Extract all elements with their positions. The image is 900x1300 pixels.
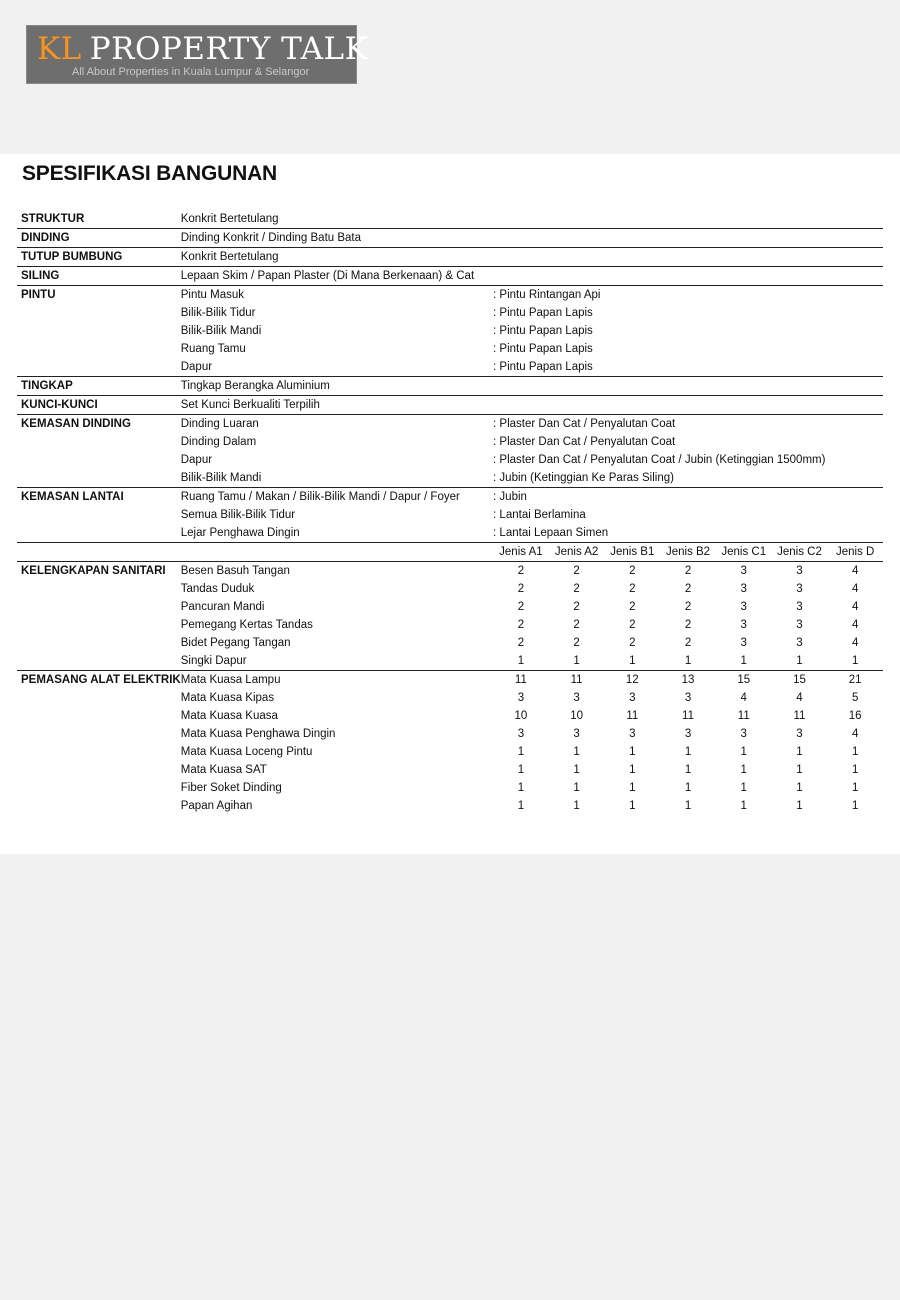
row-item: Lepaan Skim / Papan Plaster (Di Mana Berkenaan) & Cat	[181, 267, 493, 286]
count-value: 1	[629, 655, 636, 667]
section-label: PINTU	[17, 286, 181, 305]
section-label	[17, 743, 181, 761]
row-item: Mata Kuasa Kipas	[180, 692, 275, 704]
count-value: 3	[716, 562, 772, 581]
count-value: 2	[573, 637, 580, 649]
count-value: 3	[684, 728, 692, 740]
section-label	[17, 634, 181, 652]
section-label	[17, 725, 181, 743]
row-item: Dapur	[180, 361, 213, 373]
table-row	[17, 286, 883, 305]
count-value: 10	[514, 710, 528, 722]
unit-type-heading: Jenis C1	[716, 543, 772, 562]
count-value: 4	[851, 601, 859, 613]
count-value: 1	[851, 746, 859, 758]
table-row	[17, 358, 883, 377]
count-value: 3	[629, 692, 636, 704]
table-row	[17, 415, 883, 434]
count-value: 15	[772, 671, 828, 690]
row-value: : Jubin (Ketinggian Ke Paras Siling)	[493, 472, 674, 484]
row-value: : Pintu Rintangan Api	[493, 286, 883, 305]
table-row	[17, 396, 883, 415]
count-value: 1	[851, 764, 859, 776]
row-item: Bilik-Bilik Mandi	[180, 472, 262, 484]
row-value: : Plaster Dan Cat / Penyalutan Coat	[493, 436, 676, 448]
count-value: 2	[573, 601, 580, 613]
section-label: TUTUP BUMBUNG	[17, 248, 181, 267]
count-value: 11	[737, 710, 750, 722]
table-row	[17, 743, 883, 761]
count-value: 2	[684, 601, 692, 613]
section-label: SILING	[17, 267, 181, 286]
count-value: 11	[549, 671, 605, 690]
count-value: 3	[740, 637, 747, 649]
count-value: 1	[629, 800, 636, 812]
count-value: 2	[517, 583, 525, 595]
section-label	[17, 358, 181, 377]
row-item: Papan Agihan	[180, 800, 253, 812]
count-value: 1	[851, 655, 859, 667]
count-value: 1	[740, 782, 747, 794]
section-label: KELENGKAPAN SANITARI	[17, 562, 181, 581]
section-label	[17, 451, 181, 469]
row-item: Tandas Duduk	[180, 583, 255, 595]
row-value	[493, 396, 883, 415]
section-label	[17, 616, 181, 634]
count-value: 15	[716, 671, 772, 690]
table-row	[17, 616, 883, 634]
table-row	[17, 761, 883, 779]
count-value: 1	[684, 800, 692, 812]
section-label	[17, 652, 181, 671]
row-item: Besen Basuh Tangan	[181, 562, 493, 581]
count-value: 2	[573, 619, 580, 631]
section-label	[17, 580, 181, 598]
unit-type-heading: Jenis C2	[772, 543, 828, 562]
row-item: Bilik-Bilik Mandi	[180, 325, 262, 337]
row-value	[493, 248, 883, 267]
count-value: 4	[851, 637, 859, 649]
count-value: 4	[740, 692, 747, 704]
table-row	[17, 707, 883, 725]
row-value	[493, 377, 883, 396]
count-value: 2	[629, 637, 636, 649]
row-item: Konkrit Bertetulang	[180, 213, 279, 225]
table-row	[17, 652, 883, 671]
count-value: 3	[772, 562, 828, 581]
table-row	[17, 598, 883, 616]
unit-type-heading: Jenis A1	[493, 543, 549, 562]
count-value: 1	[517, 655, 525, 667]
section-label: PEMASANG ALAT ELEKTRIK	[17, 671, 181, 690]
section-label	[17, 524, 181, 543]
count-value: 11	[626, 710, 639, 722]
section-label	[17, 779, 181, 797]
count-value: 1	[796, 800, 803, 812]
table-row	[17, 451, 883, 469]
table-row	[17, 304, 883, 322]
table-row	[17, 229, 883, 248]
count-value: 2	[604, 562, 660, 581]
table-row	[17, 377, 883, 396]
count-value: 1	[740, 800, 747, 812]
section-label	[17, 761, 181, 779]
count-value: 2	[629, 583, 636, 595]
table-row	[17, 248, 883, 267]
count-value: 1	[517, 746, 525, 758]
row-value: : Pintu Papan Lapis	[493, 361, 593, 373]
count-value: 21	[827, 671, 883, 690]
count-value: 1	[740, 746, 747, 758]
unit-type-header	[17, 543, 883, 562]
count-value: 3	[740, 583, 747, 595]
row-item: Pintu Masuk	[181, 286, 493, 305]
count-value: 1	[796, 746, 803, 758]
count-value: 2	[660, 562, 716, 581]
section-label: KEMASAN DINDING	[17, 415, 181, 434]
row-value	[493, 210, 883, 229]
count-value: 13	[660, 671, 716, 690]
site-logo[interactable]	[26, 25, 369, 84]
row-item: Mata Kuasa Lampu	[181, 671, 493, 690]
count-value: 1	[517, 764, 525, 776]
row-item: Mata Kuasa Penghawa Dingin	[180, 728, 336, 740]
count-value: 3	[740, 728, 747, 740]
table-row	[17, 267, 883, 286]
count-value: 1	[851, 800, 859, 812]
count-value: 1	[573, 800, 580, 812]
count-value: 2	[517, 637, 525, 649]
count-value: 3	[684, 692, 692, 704]
section-label	[17, 304, 181, 322]
count-value: 3	[796, 728, 803, 740]
table-row	[17, 210, 883, 229]
row-value	[493, 267, 883, 286]
count-value: 2	[493, 562, 549, 581]
count-value: 1	[573, 782, 580, 794]
count-value: 5	[851, 692, 859, 704]
section-label	[17, 340, 181, 358]
row-item: Pemegang Kertas Tandas	[180, 619, 313, 631]
count-value: 2	[573, 583, 580, 595]
count-value: 3	[740, 601, 747, 613]
count-value: 1	[740, 764, 747, 776]
section-label: TINGKAP	[17, 377, 181, 396]
section-label	[17, 433, 181, 451]
section-label	[17, 598, 181, 616]
count-value: 2	[629, 601, 636, 613]
row-value	[493, 229, 883, 248]
row-item: Konkrit Bertetulang	[181, 248, 493, 267]
count-value: 2	[517, 601, 525, 613]
count-value: 1	[740, 655, 747, 667]
row-value: : Jubin	[493, 488, 883, 507]
table-row	[17, 671, 883, 690]
count-value: 4	[851, 619, 859, 631]
row-item: Fiber Soket Dinding	[180, 782, 282, 794]
count-value: 1	[629, 782, 636, 794]
count-value: 12	[604, 671, 660, 690]
section-label: KUNCI-KUNCI	[17, 396, 181, 415]
count-value: 1	[629, 764, 636, 776]
row-item: Dinding Konkrit / Dinding Batu Bata	[181, 229, 493, 248]
spec-document	[0, 154, 900, 854]
row-value: : Lantai Berlamina	[493, 509, 586, 521]
row-value: : Pintu Papan Lapis	[493, 325, 593, 337]
table-row	[17, 562, 883, 581]
count-value: 1	[517, 800, 525, 812]
row-item: Singki Dapur	[180, 655, 247, 667]
table-row	[17, 433, 883, 451]
unit-type-heading: Jenis A2	[549, 543, 605, 562]
section-label: STRUKTUR	[21, 213, 85, 225]
section-label	[17, 543, 181, 562]
count-value: 1	[796, 764, 803, 776]
count-value: 1	[851, 782, 859, 794]
unit-type-heading: Jenis B1	[604, 543, 660, 562]
logo-name: PROPERTY TALK	[89, 31, 369, 67]
count-value: 4	[796, 692, 803, 704]
count-value: 1	[684, 782, 692, 794]
table-row	[17, 725, 883, 743]
logo-tagline: All About Properties in Kuala Lumpur & Selangor	[72, 66, 310, 78]
table-row	[17, 797, 883, 815]
row-item: Dinding Luaran	[181, 415, 493, 434]
count-value: 1	[629, 746, 636, 758]
count-value: 1	[796, 782, 803, 794]
count-value: 3	[573, 692, 580, 704]
count-value: 1	[517, 782, 525, 794]
row-value: : Pintu Papan Lapis	[493, 307, 593, 319]
row-item	[181, 543, 493, 562]
section-label: DINDING	[17, 229, 181, 248]
row-item: Dinding Dalam	[180, 436, 257, 448]
row-item: Ruang Tamu / Makan / Bilik-Bilik Mandi / Dapur / Foyer	[181, 488, 493, 507]
count-value: 2	[629, 619, 636, 631]
spec-table	[17, 210, 883, 815]
row-item: Semua Bilik-Bilik Tidur	[180, 509, 296, 521]
row-value: : Lantai Lepaan Simen	[493, 527, 609, 539]
count-value: 4	[827, 562, 883, 581]
section-label	[17, 689, 181, 707]
table-row	[17, 580, 883, 598]
count-value: 2	[684, 583, 692, 595]
count-value: 3	[796, 601, 803, 613]
count-value: 11	[493, 671, 549, 690]
count-value: 16	[848, 710, 862, 722]
table-row	[17, 634, 883, 652]
table-row	[17, 779, 883, 797]
section-label	[17, 797, 181, 815]
count-value: 3	[629, 728, 636, 740]
row-item: Pancuran Mandi	[180, 601, 265, 613]
count-value: 11	[682, 710, 694, 722]
count-value: 1	[684, 764, 692, 776]
table-row	[17, 506, 883, 524]
count-value: 3	[796, 619, 803, 631]
count-value: 2	[517, 619, 525, 631]
count-value: 3	[796, 583, 803, 595]
count-value: 1	[573, 746, 580, 758]
section-label	[17, 322, 181, 340]
count-value: 1	[684, 655, 692, 667]
unit-type-heading: Jenis B2	[660, 543, 716, 562]
table-row	[17, 488, 883, 507]
row-value: : Pintu Papan Lapis	[493, 343, 593, 355]
count-value: 1	[573, 764, 580, 776]
section-label	[17, 707, 181, 725]
count-value: 11	[793, 710, 806, 722]
page-title: SPESIFIKASI BANGUNAN	[22, 162, 278, 185]
row-item: Bidet Pegang Tangan	[180, 637, 291, 649]
count-value: 1	[573, 655, 580, 667]
row-item: Mata Kuasa Kuasa	[180, 710, 278, 722]
section-label	[17, 506, 181, 524]
count-value: 3	[796, 637, 803, 649]
count-value: 3	[517, 728, 525, 740]
table-row	[17, 340, 883, 358]
count-value: 2	[684, 619, 692, 631]
count-value: 2	[549, 562, 605, 581]
count-value: 3	[517, 692, 525, 704]
count-value: 4	[851, 583, 859, 595]
row-item: Lejar Penghawa Dingin	[180, 527, 300, 539]
table-row	[17, 469, 883, 488]
row-value: : Plaster Dan Cat / Penyalutan Coat	[493, 415, 883, 434]
row-value: : Plaster Dan Cat / Penyalutan Coat / Jubin (Ketinggian 1500mm)	[493, 454, 826, 466]
row-item: Bilik-Bilik Tidur	[180, 307, 256, 319]
row-item: Mata Kuasa SAT	[180, 764, 267, 776]
table-row	[17, 689, 883, 707]
section-label	[17, 469, 181, 488]
logo-kl: KL	[37, 31, 82, 67]
count-value: 10	[570, 710, 583, 722]
count-value: 3	[740, 619, 747, 631]
unit-type-heading: Jenis D	[827, 543, 883, 562]
row-item: Dapur	[180, 454, 213, 466]
row-item: Mata Kuasa Loceng Pintu	[180, 746, 313, 758]
count-value: 2	[684, 637, 692, 649]
row-item: Ruang Tamu	[180, 343, 246, 355]
row-item: Tingkap Berangka Aluminium	[181, 377, 493, 396]
count-value: 1	[796, 655, 803, 667]
count-value: 4	[851, 728, 859, 740]
logo-title	[37, 30, 368, 68]
row-item: Set Kunci Berkualiti Terpilih	[181, 396, 493, 415]
table-row	[17, 524, 883, 543]
count-value: 3	[573, 728, 580, 740]
section-label: KEMASAN LANTAI	[17, 488, 181, 507]
table-row	[17, 322, 883, 340]
count-value: 1	[684, 746, 692, 758]
